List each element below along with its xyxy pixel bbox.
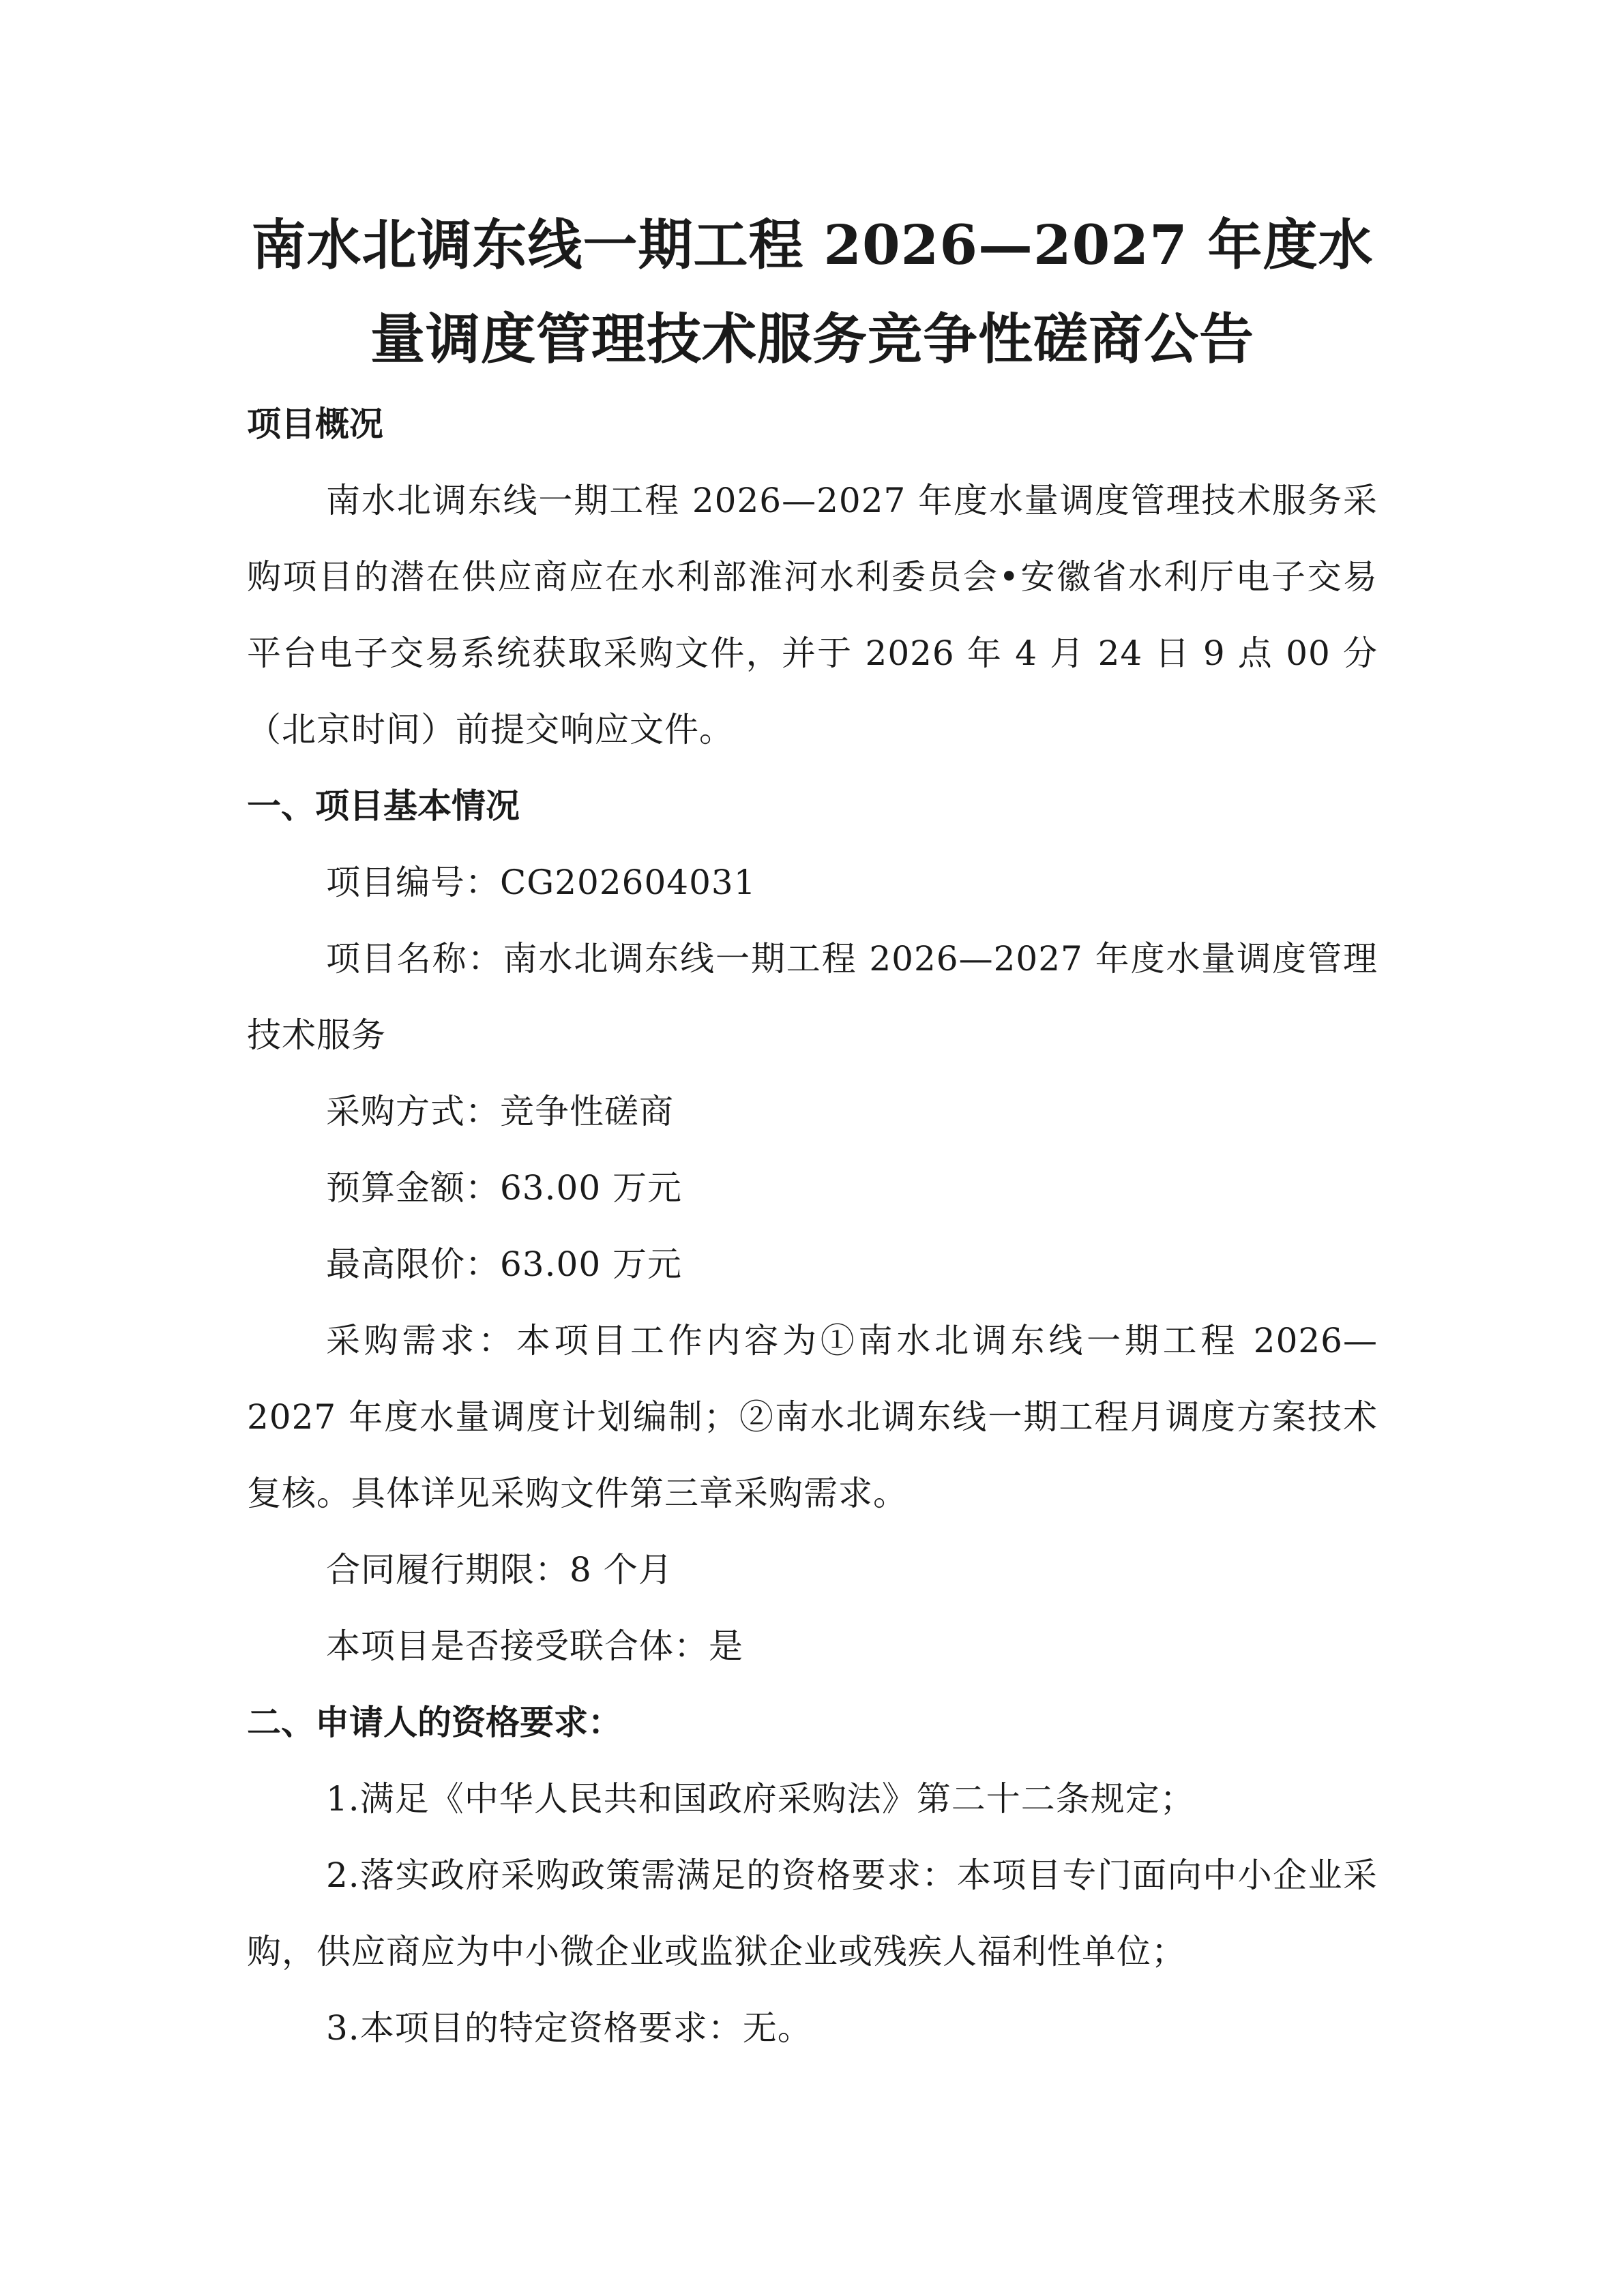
project-number: 项目编号：CG202604031 bbox=[326, 863, 756, 902]
document-content bbox=[247, 198, 1378, 2066]
consortium-accepted: 本项目是否接受联合体：是 bbox=[326, 1626, 743, 1666]
project-name: 项目名称：南水北调东线一期工程 2026—2027 年度水量调度管理技术服务 bbox=[247, 939, 1378, 1055]
max-price: 最高限价：63.00 万元 bbox=[326, 1244, 683, 1284]
qualification-item-1: 1.满足《中华人民共和国政府采购法》第二十二条规定； bbox=[326, 1779, 1195, 1819]
procurement-method: 采购方式：竞争性磋商 bbox=[326, 1092, 674, 1131]
budget-amount: 预算金额：63.00 万元 bbox=[326, 1168, 683, 1208]
title-line-2: 量调度管理技术服务竞争性磋商公告 bbox=[370, 307, 1254, 371]
document-title bbox=[247, 198, 1378, 386]
procurement-requirements: 采购需求：本项目工作内容为①南水北调东线一期工程 2026—2027 年度水量调度计划编制；②南水北调东线一期工程月调度方案技术复核。具体详见采购文件第三章采购需求。 bbox=[247, 1321, 1378, 1513]
qualification-item-3: 3.本项目的特定资格要求：无。 bbox=[326, 2008, 812, 2048]
contract-period: 合同履行期限：8 个月 bbox=[326, 1550, 673, 1590]
title-line-1: 南水北调东线一期工程 2026—2027 年度水 bbox=[251, 213, 1374, 277]
overview-text: 南水北调东线一期工程 2026—2027 年度水量调度管理技术服务采购项目的潜在供应商应在水利部淮河水利委员会•安徽省水利厅电子交易平台电子交易系统获取采购文件，并于 2026 年 4 月 24 日 9 点 00 分（北京时间）前提交响应文件。 bbox=[247, 481, 1378, 749]
overview-heading: 项目概况 bbox=[247, 404, 383, 444]
qualification-item-2: 2.落实政府采购政策需满足的资格要求：本项目专门面向中小企业采购，供应商应为中小微企业或监狱企业或残疾人福利性单位； bbox=[247, 1855, 1378, 1971]
section2-heading: 二、申请人的资格要求： bbox=[247, 1703, 622, 1742]
section1-heading: 一、项目基本情况 bbox=[247, 786, 520, 826]
